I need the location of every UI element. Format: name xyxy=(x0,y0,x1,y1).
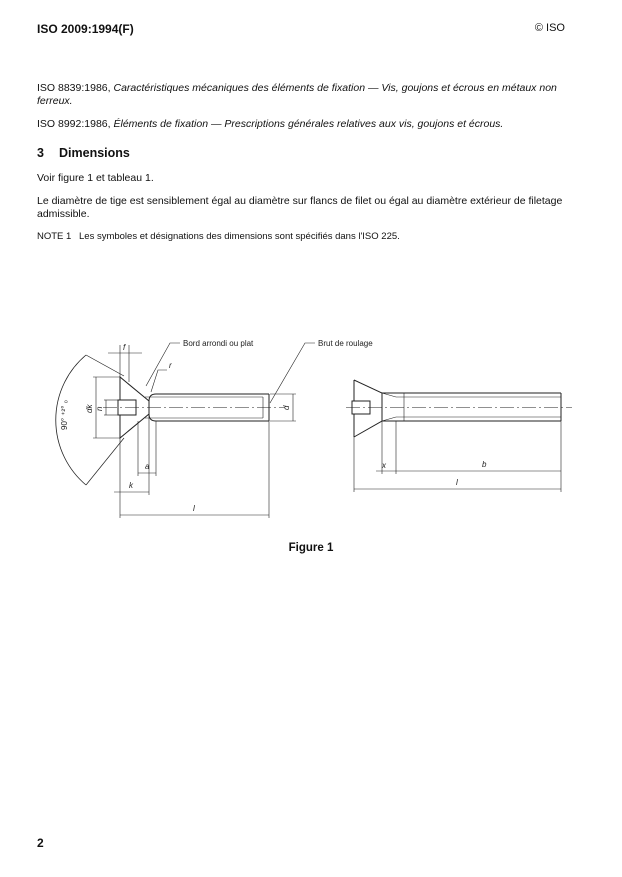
k-label: k xyxy=(129,481,133,490)
b-label: b xyxy=(482,460,487,469)
reference-item xyxy=(37,118,572,131)
n-label: n xyxy=(95,406,104,411)
reference-code: ISO 8992:1986, xyxy=(37,118,111,130)
r-label: r xyxy=(169,361,172,370)
edge-label: Bord arrondi ou plat xyxy=(183,339,254,348)
reference-title: Caractéristiques mécaniques des éléments de fixation — Vis, goujons et écrous en métaux non ferreux. xyxy=(37,82,557,107)
note xyxy=(37,231,400,242)
copyright-header: © ISO xyxy=(534,22,565,34)
x-label: x xyxy=(382,461,386,470)
page-number: 2 xyxy=(37,836,44,850)
rolled-label: Brut de roulage xyxy=(318,339,373,348)
note-text: Les symboles et désignations des dimensions sont spécifiés dans l'ISO 225. xyxy=(79,231,400,242)
paragraph: Voir figure 1 et tableau 1. xyxy=(37,172,154,184)
paragraph: Le diamètre de tige est sensiblement égal au diamètre sur flancs de filet ou égal au diamètre extérieur de filetage admissible. xyxy=(37,195,563,220)
a-label: a xyxy=(145,462,150,471)
angle-label: 90° ⁺²° ₀ xyxy=(60,400,69,430)
reference-title: Éléments de fixation — Prescriptions générales relatives aux vis, goujons et écrous. xyxy=(113,118,504,130)
l-label-right: l xyxy=(456,478,458,487)
f-label: f xyxy=(123,343,126,352)
reference-item xyxy=(37,82,572,108)
screw-drawing xyxy=(0,320,622,535)
section-title: Dimensions xyxy=(59,146,130,160)
section-heading xyxy=(37,146,130,160)
l-label: l xyxy=(193,504,195,513)
section-number: 3 xyxy=(37,146,44,160)
dk-label: dk xyxy=(85,404,94,413)
d-label: d xyxy=(282,405,291,410)
standard-header: ISO 2009:1994(F) xyxy=(37,22,134,36)
reference-code: ISO 8839:1986, xyxy=(37,82,111,94)
figure-caption: Figure 1 xyxy=(288,542,334,554)
note-label: NOTE 1 xyxy=(37,231,72,242)
